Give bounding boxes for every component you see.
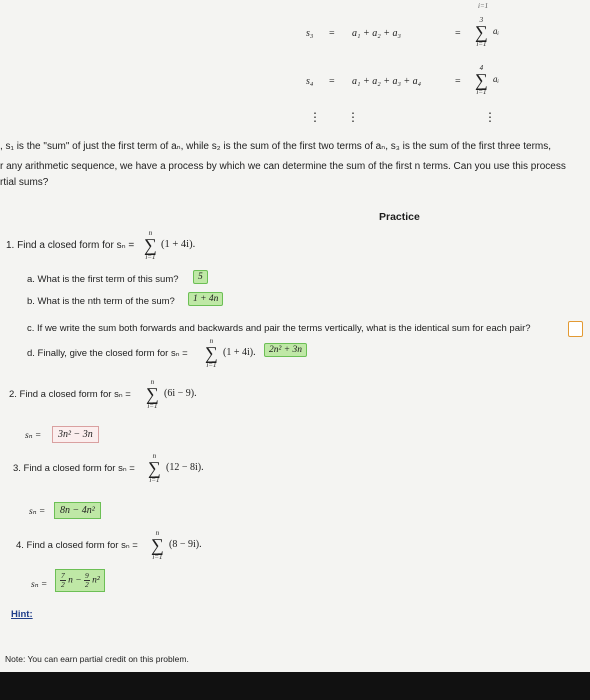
vdots-2: ⋮ [347, 110, 359, 124]
q1c-answer-input[interactable] [568, 320, 583, 338]
q4-answer[interactable] [55, 569, 105, 592]
sigma-icon: ∑ [475, 22, 488, 42]
s4-sigma [475, 64, 488, 96]
q1b-text: b. What is the nth term of the sum? [27, 296, 175, 307]
q3-sigma-sub: i=1 [149, 476, 160, 484]
q4-prompt: 4. Find a closed form for sₙ = [16, 540, 138, 551]
q1-sigma [144, 229, 157, 261]
q3-lhs: sₙ = [29, 507, 46, 517]
sigma-icon: ∑ [151, 535, 164, 555]
q1d-sigma [205, 337, 218, 369]
sigma-icon: ∑ [205, 343, 218, 363]
s4-sigma-top: 4 [479, 64, 484, 72]
q1-sigma-sub: i=1 [145, 253, 156, 261]
q2-lhs: sₙ = [25, 431, 42, 441]
sigma-icon: ∑ [148, 458, 161, 478]
q2-sigma [146, 378, 159, 410]
s3-eq2: = [455, 28, 461, 39]
q2-expr: (6i − 9). [164, 388, 197, 399]
q3-sigma-top: n [152, 452, 157, 460]
q1d-sigma-top: n [209, 337, 214, 345]
note-label: Note: You can earn partial credit on this problem. [5, 654, 189, 664]
q4-frac-1 [60, 572, 66, 589]
s4-sigma-sub: i=1 [476, 88, 487, 96]
s3-eq1: = [329, 28, 335, 39]
paragraph-line-2: r any arithmetic sequence, we have a process by which we can determine the sum of the first n terms. Can you use this process [0, 161, 566, 172]
q3-answer-wrap[interactable] [54, 500, 101, 519]
q1c-text: c. If we write the sum both forwards and backwards and pair the terms vertically, what is the identical sum for each pair? [27, 323, 531, 334]
q1b-answer-wrap[interactable] [188, 292, 223, 306]
q4-sigma-top: n [155, 529, 160, 537]
q4-lhs: sₙ = [31, 580, 48, 590]
q4-frac-2-num: 9 [85, 571, 89, 580]
q4-sigma [151, 529, 164, 561]
sigma-icon: ∑ [146, 384, 159, 404]
q1d-answer-wrap[interactable] [264, 343, 307, 357]
q3-expr: (12 − 8i). [166, 462, 204, 473]
sigma-icon: ∑ [475, 70, 488, 90]
q4-frac-1-num: 7 [61, 571, 65, 580]
practice-heading: Practice [379, 211, 420, 223]
q2-sigma-top: n [150, 378, 155, 386]
q1a-text: a. What is the first term of this sum? [27, 274, 179, 285]
q1d-expr: (1 + 4i). [223, 347, 256, 358]
q1a-answer-wrap[interactable] [193, 270, 208, 284]
vdots-1: ⋮ [309, 110, 321, 124]
q4-expr: (8 − 9i). [169, 539, 202, 550]
note-text [5, 654, 189, 664]
s3-sigma-top: 3 [479, 16, 484, 24]
q1-expr: (1 + 4i). [161, 239, 196, 250]
q2-sigma-sub: i=1 [147, 402, 158, 410]
q3-sigma [148, 452, 161, 484]
q4-answer-wrap[interactable] [55, 569, 105, 592]
screen-bottom-bar [0, 672, 590, 700]
q4-sigma-sub: i=1 [152, 553, 163, 561]
s3-term: aᵢ [493, 26, 499, 36]
q4-frac-2-den: 2 [85, 580, 89, 589]
hint-link[interactable]: Hint: [11, 609, 33, 620]
q1d-sigma-sub: i=1 [206, 361, 217, 369]
q1d-answer[interactable]: 2n² + 3n [264, 343, 307, 357]
paragraph-line-3: rtial sums? [0, 177, 49, 188]
q4-frac-1-den: 2 [61, 580, 65, 589]
q4-mid: n − [68, 575, 82, 586]
s4-term: aᵢ [493, 74, 499, 84]
q1-prompt: 1. Find a closed form for sₙ = [6, 240, 135, 251]
q1c-answer-box[interactable] [568, 321, 583, 337]
q1b-answer[interactable]: 1 + 4n [188, 292, 223, 306]
top-cut-limit: i=1 [478, 2, 489, 10]
q2-answer[interactable]: 3n² − 3n [52, 426, 99, 443]
s3-rhs: a₁ + a₂ + a₃ [352, 28, 401, 39]
s4-lhs: s₄ [306, 76, 314, 87]
s3-lhs: s₃ [306, 28, 314, 39]
paragraph-line-1: , s₁ is the "sum" of just the first term of aₙ, while s₂ is the sum of the first two terms of aₙ, s₃ is the sum of the first three terms, [0, 141, 552, 152]
q1a-answer[interactable]: 5 [193, 270, 208, 284]
q4-frac-2 [84, 572, 90, 589]
q2-answer-wrap[interactable] [52, 424, 99, 443]
vdots-3: ⋮ [484, 110, 496, 124]
q3-answer[interactable]: 8n − 4n² [54, 502, 101, 519]
sigma-icon: ∑ [144, 235, 157, 255]
s3-sigma [475, 16, 488, 48]
q3-prompt: 3. Find a closed form for sₙ = [13, 463, 135, 474]
q1-sigma-top: n [148, 229, 153, 237]
s3-sigma-sub: i=1 [476, 40, 487, 48]
s4-eq1: = [329, 76, 335, 87]
q4-tail: n² [92, 575, 100, 586]
s4-eq2: = [455, 76, 461, 87]
q1d-text: d. Finally, give the closed form for sₙ = [27, 348, 188, 359]
s4-rhs: a₁ + a₂ + a₃ + a₄ [352, 76, 422, 87]
q2-prompt: 2. Find a closed form for sₙ = [9, 389, 131, 400]
